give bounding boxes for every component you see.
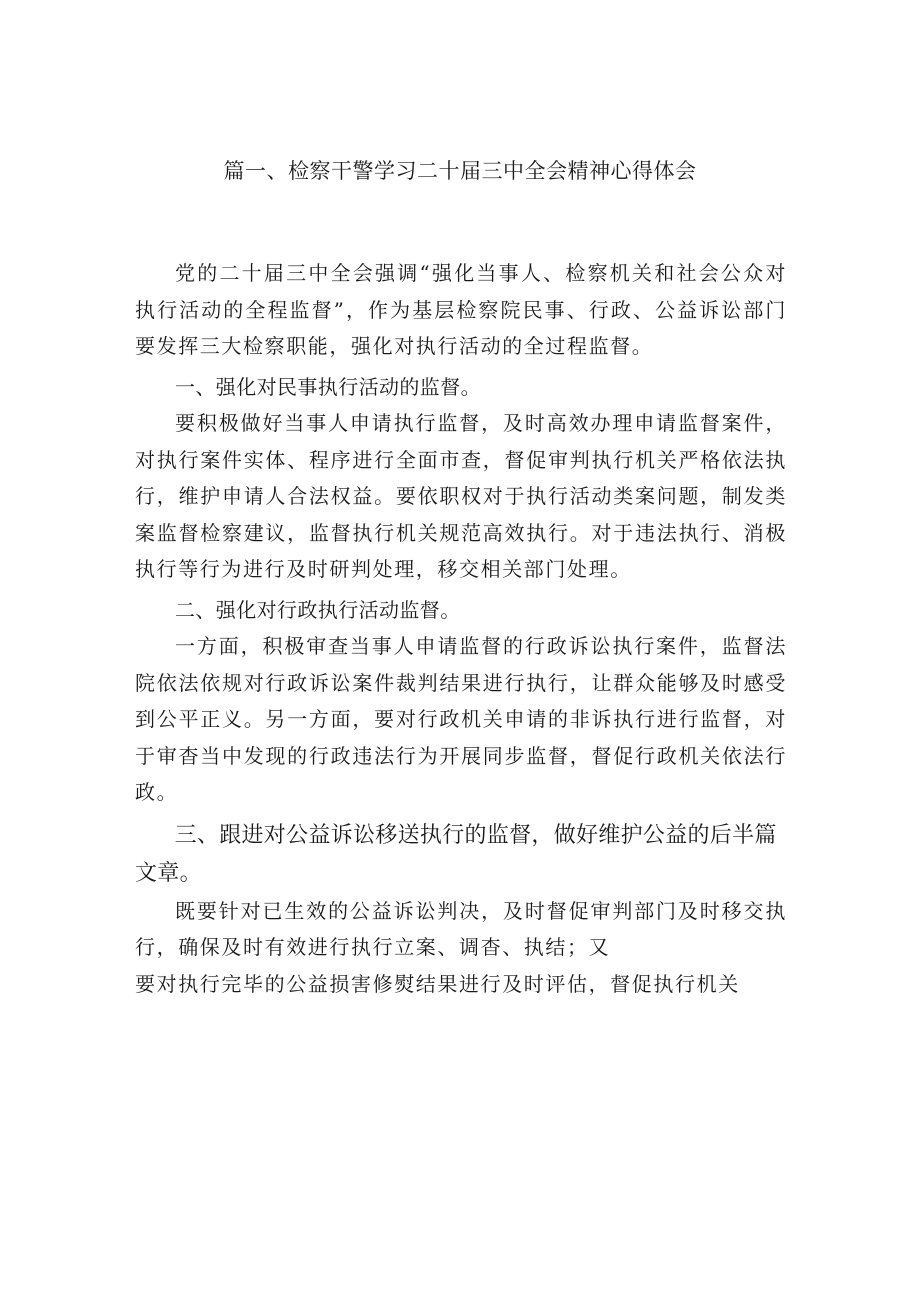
document-body — [135, 255, 787, 1002]
section-heading-civil: 一、强化对民事执行活动的监督。 — [175, 374, 481, 399]
intro-paragraph: 党的二十届三中全会强调“强化当事人、检察机关和社会公众对执行活动的全程监督”，作为基层检察院民事、行政、公益诉讼部门要发挥三大检察职能，强化对执行活动的全过程监督。 — [135, 261, 787, 358]
section-paragraph-public-interest-line1: 既要针对已生效的公益诉讼判决，及时督促审判部门及时移交执行，确保及时有效进行执行立案、调杳、执结；又 — [135, 898, 787, 959]
section-paragraph-civil: 要积极做好当事人申请执行监督，及时高效办理申请监督案件，对执行案件实体、程序进行全面市查，督促审判执行机关严格依法执行，维护申请人合法权益。要依职权对于执行活动类案问题，制发类案监督检察建议，监督执行机关规范高效执行。对于违法执行、消极执行等行为进行及时研判处理，移交相关部门处理。 — [135, 411, 787, 581]
document-title: 篇一、检察干警学习二十届三中全会精神心得体会 — [223, 159, 697, 183]
section-paragraph-public-interest-line2: 要对执行完毕的公益损害修熨结果进行及时评估，督促执行机关 — [135, 971, 740, 996]
section-heading-public-interest: 三、跟进对公益诉讼移送执行的监督，做好维护公益的后半篇文章。 — [135, 822, 777, 886]
section-paragraph-administrative: 一方面，积极审查当事人申请监督的行政诉讼执行案件，监督法院依法依规对行政诉讼案件裁判结果进行执行，让群众能够及时感受到公平正义。另一方面，要对行政机关申请的非诉执行进行监督，对于审杳当中发现的行政违法行为开展同步监督，督促行政机关依法行政。 — [135, 634, 787, 804]
section-heading-administrative: 二、强化对行政执行活动监督。 — [175, 597, 461, 622]
